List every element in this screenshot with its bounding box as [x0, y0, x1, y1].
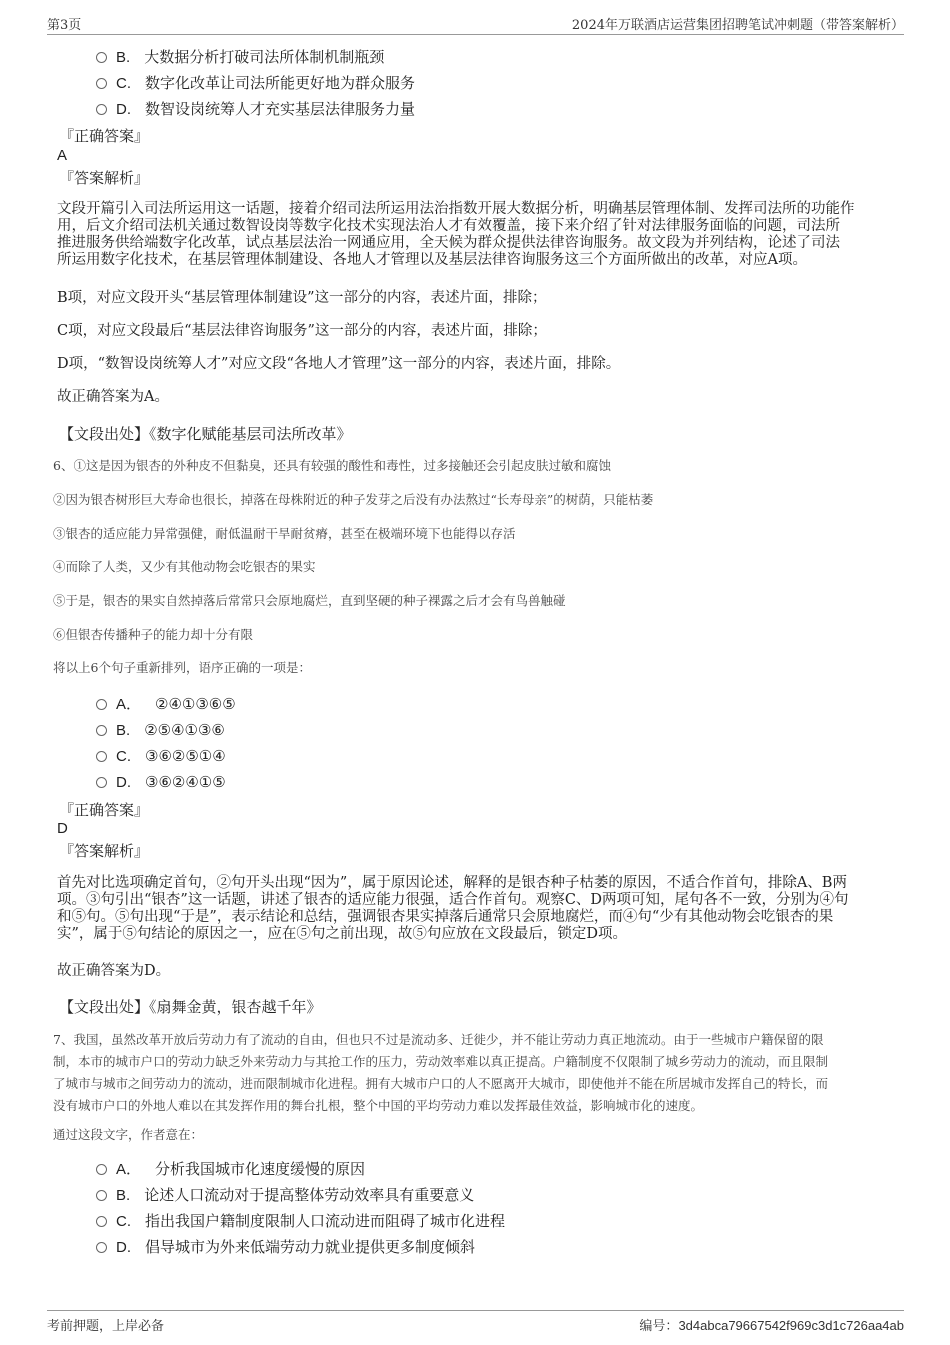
correct-answer-label: 『正确答案』	[59, 801, 150, 819]
radio-icon[interactable]	[96, 1216, 107, 1227]
conclusion: 故正确答案为D。	[57, 963, 171, 979]
question-6-sentence-2: ②因为银杏树形巨大寿命也很长，掉落在母株附近的种子发芽之后没有办法熬过“长寿母亲”的树荫，只能枯萎	[53, 492, 654, 507]
passage-source: 【文段出处】《扇舞金黄，银杏越千年》	[59, 998, 322, 1016]
correct-answer: D	[57, 820, 68, 837]
radio-icon[interactable]	[96, 1190, 107, 1201]
answer-analysis-label: 『答案解析』	[59, 169, 150, 187]
question-6-sentence-3: ③银杏的适应能力异常强健，耐低温耐干旱耐贫瘠，甚至在极端环境下也能得以存活	[53, 526, 516, 541]
question-6-prompt: 将以上6个句子重新排列，语序正确的一项是：	[53, 660, 311, 675]
radio-icon[interactable]	[96, 1164, 107, 1175]
question-6-sentence-4: ④而除了人类，又少有其他动物会吃银杏的果实	[53, 559, 316, 574]
radio-icon[interactable]	[96, 751, 107, 762]
radio-icon[interactable]	[96, 699, 107, 710]
option-d[interactable]: D. 数智设岗统筹人才充实基层法律服务力量	[96, 98, 415, 120]
option-c[interactable]: C. 指出我国户籍制度限制人口流动进而阻碍了城市化进程	[96, 1210, 505, 1232]
option-d[interactable]: D. ③⑥②④①⑤	[96, 771, 226, 793]
radio-icon[interactable]	[96, 725, 107, 736]
document-title: 2024年万联酒店运营集团招聘笔试冲刺题（带答案解析）	[571, 18, 904, 33]
page-number: 第3页	[47, 18, 82, 33]
correct-answer: A	[57, 147, 68, 164]
radio-icon[interactable]	[96, 777, 107, 788]
analysis-option-c: C项，对应文段最后“基层法律咨询服务”这一部分的内容，表述片面，排除；	[57, 323, 547, 339]
answer-analysis-label: 『答案解析』	[59, 842, 150, 860]
question-7-prompt: 通过这段文字，作者意在：	[53, 1127, 204, 1142]
passage-source: 【文段出处】《数字化赋能基层司法所改革》	[59, 425, 352, 443]
radio-icon[interactable]	[96, 1242, 107, 1253]
option-a[interactable]: A． 分析我国城市化速度缓慢的原因	[96, 1158, 365, 1180]
page-header	[47, 12, 904, 35]
option-c[interactable]: C. 数字化改革让司法所能更好地为群众服务	[96, 72, 415, 94]
option-d[interactable]: D. 倡导城市为外来低端劳动力就业提供更多制度倾斜	[96, 1236, 475, 1258]
conclusion: 故正确答案为A。	[57, 389, 169, 405]
question-7-passage: 7、我国，虽然改革开放后劳动力有了流动的自由，但也只不过是流动多、迁徙少，并不能让劳动力真正地流动。由于一些城市户籍保留的限 制，本市的城市户口的劳动力缺乏外来劳动力与其抢工作的压力，劳动效率难以真正提高。户籍制度不仅限制了城乡劳动力的流动，而且限制 了城市与城市之间劳动力的流动，进而限制城市化进程。拥有大城市户口的人不愿离开大城市，即使他并不能在所居城市发挥自己的特长，而 没有城市户口的外地人难以在其发挥作用的舞台扎根，整个中国的平均劳动力难以发挥最佳效益，影响城市化的速度。	[53, 1032, 829, 1113]
page-footer	[47, 1310, 904, 1339]
option-c[interactable]: C. ③⑥②⑤①④	[96, 745, 226, 767]
option-a[interactable]: A． ②④①③⑥⑤	[96, 693, 236, 715]
radio-icon[interactable]	[96, 104, 107, 115]
option-b[interactable]: B. ②⑤④①③⑥	[96, 719, 225, 741]
correct-answer-label: 『正确答案』	[59, 127, 150, 145]
option-b[interactable]: B. 大数据分析打破司法所体制机制瓶颈	[96, 46, 384, 68]
question-6-sentence-5: ⑤于是，银杏的果实自然掉落后常常只会原地腐烂，直到坚硬的种子裸露之后才会有鸟兽触碰	[53, 593, 566, 608]
document-id: 编号：3d4abca79667542f969c3d1c726aa4ab	[639, 1318, 904, 1334]
analysis-paragraph: 文段开篇引入司法所运用这一话题，接着介绍司法所运用法治指数开展大数据分析，明确基层管理体制、发挥司法所的功能作 用，后文介绍司法机关通过数智设岗等数字化技术实现法治人才有效覆盖，接下来介绍了针对法律服务面临的问题，司法所 推进服务供给端数字化改革，试点基层法治一网通应用，全天候为群众提供法律咨询服务。故文段为并列结构，论述了司法 所运用数字化技术，在基层管理体制建设、各地人才管理以及基层法律咨询服务这三个方面所做出的改革，对应A项。	[57, 201, 855, 268]
question-6-sentence-1: 6、①这是因为银杏的外种皮不但黏臭，还具有较强的酸性和毒性，过多接触还会引起皮肤过敏和腐蚀	[53, 458, 611, 473]
analysis-option-b: B项，对应文段开头“基层管理体制建设”这一部分的内容，表述片面，排除；	[57, 290, 547, 306]
question-6-sentence-6: ⑥但银杏传播种子的能力却十分有限	[53, 627, 254, 642]
radio-icon[interactable]	[96, 78, 107, 89]
analysis-option-d: D项，“数智设岗统筹人才”对应文段“各地人才管理”这一部分的内容，表述片面，排除。	[57, 356, 621, 372]
option-b[interactable]: B. 论述人口流动对于提高整体劳动效率具有重要意义	[96, 1184, 474, 1206]
analysis-paragraph: 首先对比选项确定首句，②句开头出现“因为”，属于原因论述，解释的是银杏种子枯萎的原因，不适合作首句，排除A、B两 项。③句引出“银杏”这一话题，讲述了银杏的适应能力很强，适合作首句。观察C、D两项可知，尾句各不一致，分别为④句 和⑤句。⑤句出现“于是”，表示结论和总结，强调银杏果实掉落后通常只会原地腐烂，而④句“少有其他动物会吃银杏的果 实”，属于⑤句结论的原因之一，应在⑤句之前出现，故⑤句应放在文段最后，锁定D项。	[57, 875, 849, 942]
radio-icon[interactable]	[96, 52, 107, 63]
footer-slogan: 考前押题，上岸必备	[47, 1319, 165, 1334]
